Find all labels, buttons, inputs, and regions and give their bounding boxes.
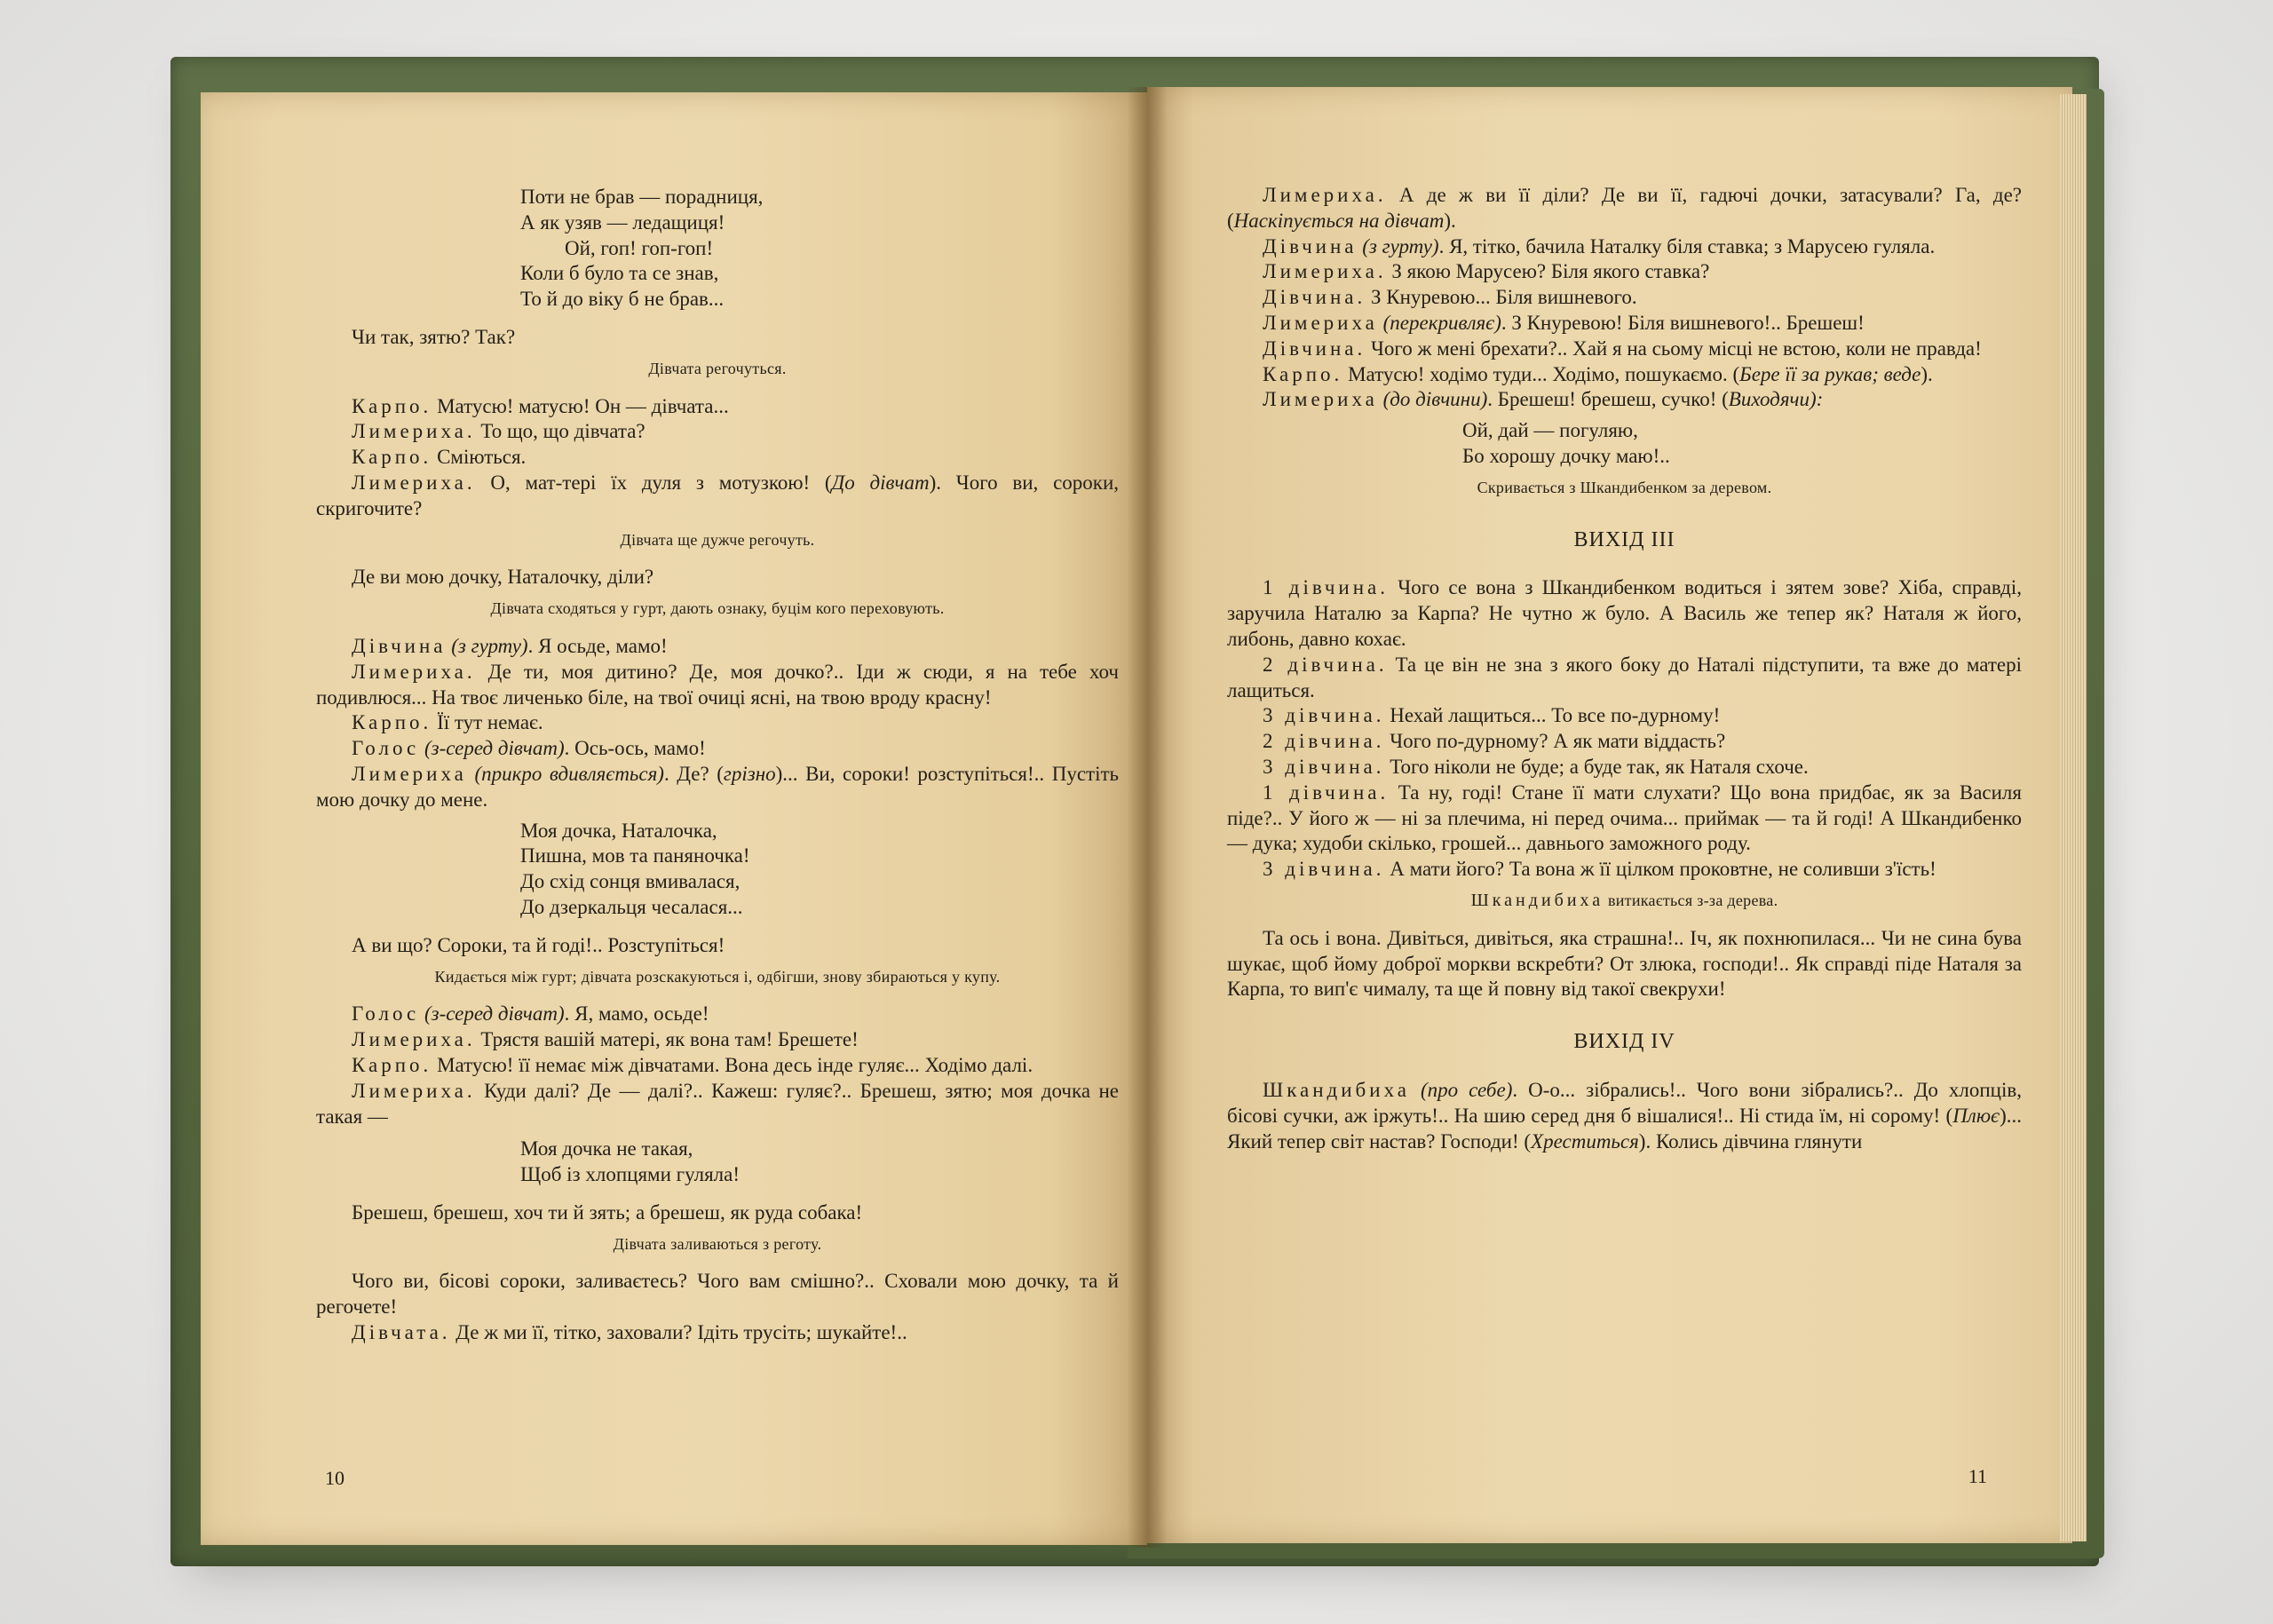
verse-line: До дзеркальця чесалася... <box>520 895 743 918</box>
stage-direction: Дівчата ще дужче регочуть. <box>620 530 815 549</box>
verse-line: До схід сонця вмивалася, <box>520 870 741 893</box>
dialogue-line: Дівчина (з гурту). Я, тітко, бачила Наталку біля ставка; з Марусею гуляла. <box>1263 234 1936 257</box>
verse-line: Ой, гоп! гоп-гоп! <box>565 236 714 259</box>
dialogue-line: 3 дівчина. Нехай лащиться... То все по-дурному! <box>1263 704 1721 727</box>
dialogue-line: Лимериха. Де ти, моя дитино? Де, моя дочко?.. Іди ж сюди, я на тебе хоч подивлюся... На твоє личенько біле, на твої очиці ясні, на твою вроду красну! <box>316 660 1119 709</box>
text-line: Чого ви, бісові сороки, заливаєтесь? Чого вам смішно?.. Сховали мою дочку, та й регочете! <box>316 1270 1119 1319</box>
stage-direction: Скривається з Шкандибенком за деревом. <box>1477 478 1772 496</box>
stage-direction: Шкандибиха витикається з-за дерева. <box>1470 890 1778 910</box>
song-verse-2 <box>316 819 1119 921</box>
song-verse-3 <box>316 1137 1119 1188</box>
dialogue-line: 3 дівчина. А мати його? Та вона ж її цілком проковтне, не соливши з'їсть! <box>1263 858 1936 881</box>
stage-direction: Дівчата сходяться у гурт, дають ознаку, буцім кого переховують. <box>490 599 945 618</box>
dialogue-line: Лимериха (перекривляє). З Кнуревою! Біля вишневого!.. Брешеш! <box>1263 311 1865 334</box>
dialogue-line: Карпо. Матусю! її немає між дівчатами. Вона десь інде гуляє... Ходімо далі. <box>352 1053 1034 1076</box>
stage-direction: Дівчата заливаються з реготу. <box>613 1234 822 1253</box>
stage-direction: Кидається між гурт; дівчата розскакуються і, одбігши, знову збираються у купу. <box>434 967 1001 986</box>
verse-line: Поти не брав — порадниця, <box>520 186 764 208</box>
verse-line: Пишна, мов та паняночка! <box>520 844 750 867</box>
dialogue-line: Лимериха. З якою Марусею? Біля якого ставка? <box>1263 260 1710 283</box>
verse-line: Бо хорошу дочку маю!.. <box>1462 444 1670 467</box>
text-line: Де ви мою дочку, Наталочку, діли? <box>352 566 654 589</box>
dialogue-line: 1 дівчина. Та ну, годі! Стане її мати слухати? Що вона придбає, як за Василя піде?.. У його ж — ні за плечима, ні перед очима... приймак — та й годі! А Шкандибенко — дука; худоби скілько, грошей... давнього заможного роду. <box>1227 780 2022 855</box>
song-verse-1 <box>316 185 1119 313</box>
page-number-right: 11 <box>1968 1465 1987 1487</box>
left-page-text <box>316 185 1119 1346</box>
text-line: Брешеш, брешеш, хоч ти й зять; а брешеш, як руда собака! <box>352 1200 863 1224</box>
dialogue-line: Лимериха (прикро вдивляється). Де? (грізно)... Ви, сороки! розступіться!.. Пустіть мою дочку до мене. <box>316 762 1120 811</box>
dialogue-line: Лимериха. А де ж ви її діли? Де ви її, гадючі дочки, затасували? Га, де? (Наскіпується на дівчат). <box>1227 184 2022 232</box>
verse-line: То й до віку б не брав... <box>520 288 725 311</box>
dialogue-line: 2 дівчина. Чого по-дурному? А як мати віддасть? <box>1263 730 1726 753</box>
right-page-text <box>1227 183 2022 1154</box>
dialogue-line: Дівчата. Де ж ми її, тітко, заховали? Ідіть трусіть; шукайте!.. <box>352 1321 907 1344</box>
dialogue-line: Лимериха (до дівчини). Брешеш! брешеш, сучко! (Виходячи): <box>1263 388 1824 411</box>
dialogue-line: Голос (з-серед дівчат). Ось-ось, мамо! <box>352 737 706 760</box>
scene-heading-3: ВИХІД III <box>1573 527 1675 551</box>
stage-direction: Дівчата регочуться. <box>648 359 787 377</box>
dialogue-line: Лимериха. То що, що дівчата? <box>352 420 645 443</box>
dialogue-line: Шкандибиха (про себе). О-о... зібрались!.. Чого вони зібрались?.. До хлопців, бісові сучки, аж іржуть!.. На шию серед дня б вішалися!.. Ні стида їм, ні сорому! (Плює)... Який тепер світ настав? Господи! (Хреститься). Колись дівчина глянути <box>1227 1078 2022 1153</box>
right-page <box>1147 87 2072 1543</box>
dialogue-line: Дівчина (з гурту). Я осьде, мамо! <box>352 634 668 657</box>
dialogue-line: Карпо. Її тут немає. <box>352 711 543 734</box>
verse-line: А як узяв — ледащиця! <box>520 210 725 234</box>
book-gutter <box>1128 87 1167 1548</box>
dialogue-line: Лимериха. О, мат-тері їх дуля з мотузкою! (До дівчат). Чого ви, сороки, скригочите? <box>316 471 1120 519</box>
dialogue-line: Лимериха. Куди далі? Де — далі?.. Кажеш: гуляє?.. Брешеш, зятю; моя дочка не такая — <box>316 1079 1119 1128</box>
dialogue-line: Карпо. Матусю! матусю! Он — дівчата... <box>352 394 729 417</box>
verse-line: Моя дочка, Наталочка, <box>520 819 717 842</box>
scene-heading-4: ВИХІД IV <box>1573 1030 1675 1054</box>
left-page <box>201 92 1147 1545</box>
dialogue-line: Лимериха. Трястя вашій матері, як вона там! Брешете! <box>352 1028 859 1051</box>
dialogue-line: Карпо. Сміються. <box>352 446 527 469</box>
dialogue-line: 2 дівчина. Та це він не зна з якого боку до Наталі підступити, та вже до матері лащиться. <box>1227 653 2022 701</box>
text-line: Чи так, зятю? Так? <box>352 325 516 348</box>
dialogue-line: Дівчина. З Кнуревою... Біля вишневого. <box>1263 286 1637 309</box>
verse-line: Щоб із хлопцями гуляла! <box>520 1163 740 1186</box>
dialogue-line: 1 дівчина. Чого се вона з Шкандибенком водиться і зятем зове? Хіба, справді, заручила Наталю за Карпа? Не чутно ж було. А Василь же тепер як? Наталя ж його, либонь, давно кохає. <box>1227 576 2022 650</box>
song-verse <box>1227 418 2022 470</box>
dialogue-line: Голос (з-серед дівчат). Я, мамо, осьде! <box>352 1002 709 1026</box>
dialogue-line: Карпо. Матусю! ходімо туди... Ходімо, пошукаємо. (Бере її за рукав; веде). <box>1263 362 1933 385</box>
page-edges <box>2060 94 2087 1541</box>
verse-line: Коли б було та се знав, <box>520 262 719 285</box>
text-line: Та ось і вона. Дивіться, дивіться, яка страшна!.. Іч, як похнюпилася... Чи не сина бува шукає, щоб йому доброї моркви вскребти? От злюка, господи!.. Як справді піде Наталя за Карпа, то вип'є чималу, та ще й повну від такої свекрухи! <box>1227 926 2022 1001</box>
verse-line: Ой, дай — погуляю, <box>1462 419 1638 442</box>
text-line: А ви що? Сороки, та й годі!.. Розступіться! <box>352 933 725 956</box>
dialogue-line: Дівчина. Чого ж мені брехати?.. Хай я на сьому місці не встою, коли не правда! <box>1263 337 1982 360</box>
page-number-left: 10 <box>325 1467 345 1489</box>
verse-line: Моя дочка не такая, <box>520 1137 693 1161</box>
dialogue-line: 3 дівчина. Того ніколи не буде; а буде так, як Наталя схоче. <box>1263 755 1809 778</box>
